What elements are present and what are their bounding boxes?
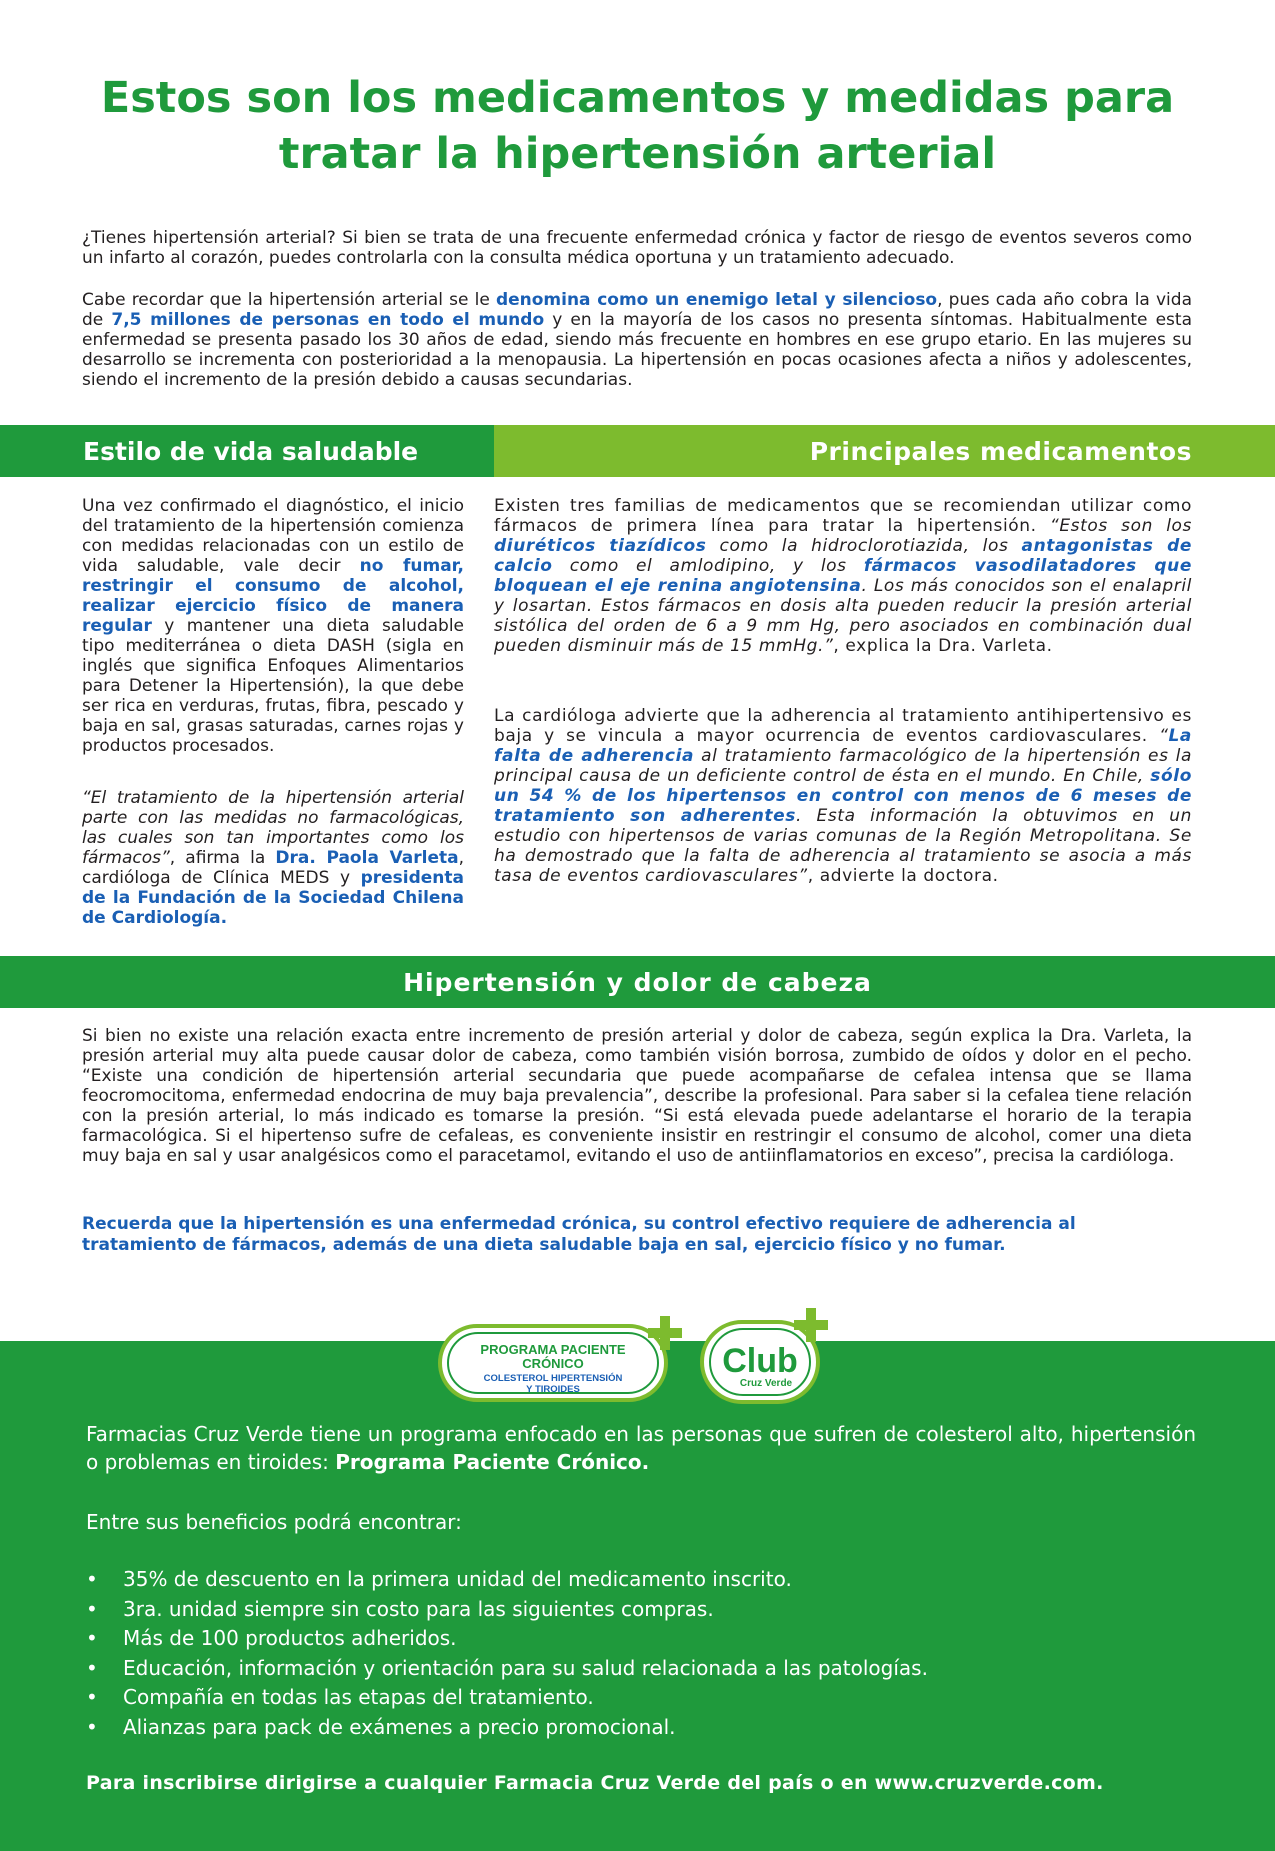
highlight-lethal-enemy: denomina como un enemigo letal y silencioso <box>495 290 938 310</box>
svg-text:Cruz Verde: Cruz Verde <box>739 1378 793 1389</box>
list-item: • 35% de descuento en la primera unidad del medicamento inscrito. <box>86 1567 792 1591</box>
medicines-heading: Principales medicamentos <box>809 436 1192 466</box>
lifestyle-paragraph-2: “El tratamiento de la hipertensión arterial parte con las medidas no farmacológicas, las cuales son tan importantes como los fármacos”, afirma la Dra. Paola Varleta, cardióloga de Clínica MEDS y presidenta de la Fundación de la Sociedad Chilena de Cardiología. <box>82 788 464 928</box>
intro-paragraph-2: Cabe recordar que la hipertensión arterial se le denomina como un enemigo letal y silencioso, pues cada año cobra la vida de 7,5 millones de personas en todo el mundo y en la mayoría de los casos no presenta síntomas. Habitualmente esta enfermedad se presenta pasado los 30 años de edad, siendo más frecuente en hombres en ese grupo etario. En las mujeres su desarrollo se incrementa con posterioridad a la menopausia. La hipertensión en pocas ocasiones afecta a niños y adolescentes, siendo el incremento de la presión debido a causas secundarias. <box>82 290 1192 390</box>
svg-text:Club: Club <box>722 1342 798 1380</box>
svg-text:PROGRAMA PACIENTE: PROGRAMA PACIENTE <box>480 1342 626 1357</box>
headache-heading-band <box>0 956 1275 1008</box>
list-item: • Educación, información y orientación para su salud relacionada a las patologías. <box>86 1655 928 1680</box>
medicines-paragraph-2: La cardióloga advierte que la adherencia al tratamiento antihipertensivo es baja y se vincula a mayor ocurrencia de eventos cardiovasculares. “La falta de adherencia al tratamiento farmacológico de la hipertensión es la principal causa de un deficiente control de ésta en el mundo. En Chile, sólo un 54 % de los hipertensos en control con menos de 6 meses de tratamiento son adherentes. Esta información la obtuvimos en un estudio con hipertensos de varias comunas de la Región Metropolitana. Se ha demostrado que la falta de adherencia al tratamiento se asocia a más tasa de eventos cardiovasculares”, advierte la doctora. <box>494 706 1192 886</box>
lifestyle-heading: Estilo de vida saludable <box>83 436 419 466</box>
page-title: Estos son los medicamentos y medidas para tratar la hipertensión arterial <box>100 73 1175 179</box>
reminder-note: Recuerda que la hipertensión es una enfermedad crónica, su control efectivo requiere de adherencia al tratamiento de fármacos, además de una dieta saludable baja en sal, ejercicio físico y no fumar. <box>82 1214 1076 1255</box>
benefits-list <box>86 1565 1196 1742</box>
highlight-millions: 7,5 millones de personas en todo el mundo <box>111 310 545 330</box>
lifestyle-paragraph-1: Una vez confirmado el diagnóstico, el inicio del tratamiento de la hipertensión comienza con medidas relacionadas con un estilo de vida saludable, vale decir no fumar, restringir el consumo de alcohol, realizar ejercicio físico de manera regular y mantener una dieta saludable tipo mediterránea o dieta DASH (sigla en inglés que significa Enfoques Alimentarios para Detener la Hipertensión), la que debe ser rica en verduras, frutas, fibra, pescado y baja en sal, grasas saturadas, carnes rojas y productos procesados. <box>82 496 465 756</box>
list-item: • 3ra. unidad siempre sin costo para las siguientes compras. <box>86 1596 714 1621</box>
svg-text:CRÓNICO: CRÓNICO <box>522 1356 584 1371</box>
footer-paragraph-2: Entre sus beneficios podrá encontrar: <box>86 1510 462 1534</box>
list-item: • Compañía en todas las etapas del tratamiento. <box>86 1685 594 1709</box>
intro-paragraph-1: ¿Tienes hipertensión arterial? Si bien se trata de una frecuente enfermedad crónica y factor de riesgo de eventos severos como un infarto al corazón, puedes controlarla con la consulta médica oportuna y un tratamiento adecuado. <box>82 228 1192 268</box>
list-item: • Alianzas para pack de exámenes a precio promocional. <box>86 1714 676 1739</box>
club-cruz-verde-logo <box>700 1308 836 1404</box>
signup-call-to-action: Para inscribirse dirigirse a cualquier Farmacia Cruz Verde del país o en www.cruzverde.com. <box>86 1772 1104 1794</box>
programa-paciente-cronico-logo <box>438 1316 686 1404</box>
headache-heading: Hipertensión y dolor de cabeza <box>403 967 872 997</box>
svg-text:COLESTEROL HIPERTENSIÓN: COLESTEROL HIPERTENSIÓN <box>483 1373 623 1384</box>
lifestyle-heading-band <box>0 425 495 477</box>
list-item: • Más de 100 productos adheridos. <box>86 1626 457 1650</box>
headache-paragraph: Si bien no existe una relación exacta entre incremento de presión arterial y dolor de cabeza, según explica la Dra. Varleta, la presión arterial muy alta puede causar dolor de cabeza, como también visión borrosa, zumbido de oídos y dolor en el pecho. “Existe una condición de hipertensión arterial secundaria que puede acompañarse de cefalea intensa que se llama feocromocitoma, enfermedad endocrina de muy baja prevalencia”, describe la profesional. Para saber si la cefalea tiene relación con la presión arterial, lo más indicado es tomarse la presión. “Si está elevada puede adelantarse el horario de la terapia farmacológica. Si el hipertenso sufre de cefaleas, es conveniente insistir en restringir el consumo de alcohol, comer una dieta muy baja en sal y usar analgésicos como el paracetamol, evitando el uso de antiinflamatorios en exceso”, precisa la cardióloga. <box>82 1026 1192 1166</box>
medicines-paragraph-1: Existen tres familias de medicamentos que se recomiendan utilizar como fármacos de primera línea para tratar la hipertensión. “Estos son los diuréticos tiazídicos como la hidroclorotiazida, los antagonistas de calcio como el amlodipino, y los fármacos vasodilatadores que bloquean el eje renina angiotensina. Los más conocidos son el enalapril y losartan. Estos fármacos en dosis alta pueden reducir la presión arterial sistólica del orden de 6 a 9 mm Hg, pero asociados en combinación dual pueden disminuir más de 15 mmHg.”, explica la Dra. Varleta. <box>494 496 1193 656</box>
svg-text:Y TIROIDES: Y TIROIDES <box>526 1384 580 1395</box>
medicines-heading-band <box>494 425 1275 477</box>
footer-paragraph-1: Farmacias Cruz Verde tiene un programa enfocado en las personas que sufren de colesterol alto, hipertensión o problemas en tiroides: Programa Paciente Crónico. <box>86 1422 1196 1474</box>
